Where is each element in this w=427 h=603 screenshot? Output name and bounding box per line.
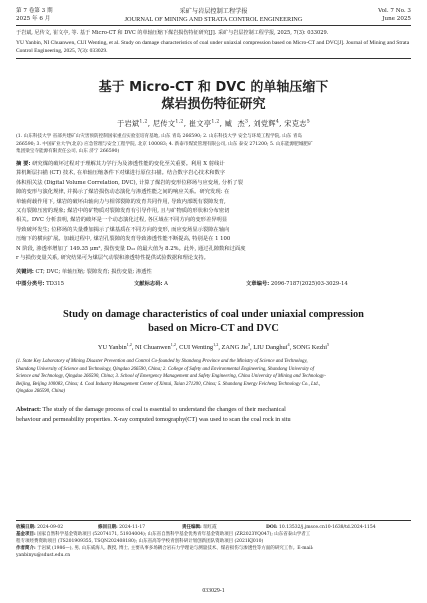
- abstract-cn-line: [16, 235, 411, 244]
- abstract-en-label: Abstract:: [16, 406, 42, 413]
- abstract-cn-text: 相关。DVC 分析表明, 煤岩的破坏是一个动态演化过程, 各区域在不同方向的变形差异明显: [16, 217, 228, 224]
- footnotes: [16, 524, 411, 559]
- journal-name-en: JOURNAL OF MINING AND STRATA CONTROL ENGINEERING: [124, 16, 303, 23]
- abstract-cn-line: [16, 216, 411, 225]
- affiliation-en-line: Beijing, Beijing 100083, China; 4. Coal Industry Management Center of Xintai, Taian 271200, China; 5. Shandong Energy Feicheng Technology Co., Ltd.,: [16, 381, 321, 387]
- classification-row: [16, 280, 411, 289]
- doi-label: DOI:: [266, 525, 278, 530]
- revised-label: 修回日期:: [98, 525, 118, 530]
- abstract-cn-line: [16, 169, 411, 178]
- clc-label: 中图分类号:: [16, 281, 45, 287]
- abstract-cn-line: [16, 207, 411, 216]
- author-bio-row: [16, 545, 411, 552]
- abstract-cn-line: [16, 254, 411, 263]
- abstract-cn-text: 研究煤的破坏过程对于理解其力学行为及渗透性能的变化至关重要。利用 X 射线计: [32, 161, 225, 167]
- author-bio-label: 作者简介:: [16, 546, 36, 551]
- abstract-cn-line: [16, 226, 411, 235]
- editor-name: 瑞红霞: [203, 525, 217, 530]
- editor-label: 责任编辑:: [182, 525, 202, 530]
- abstract-en-line: The study of the damage process of coal is essential to understand the changes of their mechanical: [42, 406, 286, 413]
- abstract-cn-text: 压缩下的横向扩展。加载过程中, 煤岩孔裂隙的发育导致渗透性能不断提高, 特别是在 1 100: [16, 236, 231, 243]
- abstract-cn-text: 单轴荷载作用下, 煤岩的破坏由轴向力与相邻裂隙的发育共同作用, 导致内部既有裂隙发育,: [16, 198, 226, 205]
- abstract-cn-text: 算机断层扫描 (CT) 技术, 在单轴压缩条件下对煤进行原位扫描。结合数字岩心技术和数字: [16, 170, 226, 177]
- affiliations-cn: [16, 133, 411, 156]
- abstract-cn-line: [16, 245, 411, 254]
- abstract-cn-text: N 阶段, 渗透率增加了 149.35 μm², 损伤变量 D₁₂ 的最大值为 8.2%。此外, 通过孔隙数和过面度: [16, 245, 246, 252]
- header-rule: [16, 25, 411, 26]
- title-en-line1: Study on damage characteristics of coal under uniaxial compression: [63, 309, 364, 320]
- issue-cn: 第 7 卷第 3 期: [16, 8, 53, 14]
- author-bio-text: 于岩斌 (1986—), 男, 山东威海人, 教授, 博士, 主要从事多场耦合岩石力学理论与测量技术、煤岩损伤与渗透性等方面的研究工作。E-mail:: [37, 546, 314, 551]
- abstract-cn-body: [16, 160, 411, 263]
- abstract-cn-text: r 与损伤变量关系, 研究结果可为煤层气动裂和渗透特性提供试验数据和理论支持。: [16, 255, 209, 262]
- abstract-cn-line: [16, 188, 411, 197]
- footnote-rule: [16, 520, 411, 521]
- abstract-en-line: behaviour and permeability properties. X-ray computed tomography(CT) was used to scan the coal rock in situ: [16, 415, 291, 423]
- abstract-cn-text: 又有裂隙压密的现象; 煤岩中的矿物质对裂隙发育有引导作用, 且与矿物质的形状和分布密切: [16, 208, 230, 215]
- keywords-label: 关键词:: [16, 269, 34, 275]
- fund-text: 国家自然科学基金资助项目 (52074171, 51934004); 山东省自然科学基金优秀青年基金资助项目 (ZR2023YQ047); 山东省泰山学者工: [37, 532, 311, 537]
- doc-code-label: 文献标志码:: [134, 281, 163, 287]
- keywords-cn: [16, 268, 411, 277]
- title-en-line2: based on Micro-CT and DVC: [148, 323, 279, 334]
- footnote-dates-row: [16, 524, 411, 531]
- doi-value: 10.13532/j.jmsce.cn10-1638/td.2024-1154: [279, 525, 376, 530]
- citation-cn: 于岩斌, 尼传文, 崔文亭, 等. 基于 Micro-CT 和 DVC 的单轴压缩下煤岩损伤特征研究[J]. 采矿与岩层控制工程学报, 2025, 7(3): 033029.: [16, 30, 329, 36]
- citation-en: YU Yanbin, NI Chuanwen, CUI Wenting, et al. Study on damage characteristics of coal under uniaxial compression based on Micro-CT and DVC[J]. Journal of Mining and Strata Control Engineering, 2025, 7(3): 033029.: [16, 40, 410, 54]
- revised-date: 2024-11-17: [119, 525, 146, 530]
- title-cn-line1: 基于 Micro-CT 和 DVC 的单轴压缩下: [98, 80, 329, 95]
- affiliation-cn-line: (1. 山东科技大学 省部共建矿山灾害预防控制国家重点实验室培育基地, 山东 青岛 266590; 2. 山东科技大学 安全与环境工程学院, 山东 青岛: [16, 134, 303, 139]
- abstract-cn-line: [16, 160, 411, 169]
- clc-value: TD315: [46, 281, 65, 287]
- page-number: 033029-1: [202, 588, 225, 594]
- abstract-cn-label: 摘 要:: [16, 161, 31, 167]
- affiliation-en-line: Shandong University of Science and Technology, Qingdao 266590, China; 2. College of Safety and Environmental Engineering, Shandong University of: [16, 366, 314, 372]
- date-cn: 2025 年 6 月: [16, 16, 51, 22]
- doc-code-value: A: [164, 281, 168, 287]
- fund-row: [16, 531, 411, 538]
- volume-en: Vol. 7 No. 3: [378, 8, 411, 14]
- received-date: 2024-09-02: [37, 525, 64, 530]
- abstract-cn-line: [16, 179, 411, 188]
- citation-rule: [16, 58, 411, 59]
- received-label: 收稿日期:: [16, 525, 36, 530]
- journal-name-cn: 采矿与岩层控制工程学报: [179, 8, 248, 15]
- abstract-cn-text: 体积相关法 (Digital Volume Correlation, DVC), 计算了煤岩的变形位移场与应变场, 分析了裂: [16, 179, 243, 186]
- fund-row-cont: 程专项经费资助项目 (TS201909355, TSQN202408180); 山东省高等学校青创科研计划创新团队资助项目 (2021KJ010): [16, 539, 264, 544]
- authors-en: YU Yanbin$^{1,2}$, NI Chuanwen$^{1,2}$, CUI Wenting$^{1,2}$, ZANG Jie$^3$, LIU Danghui$^4$, SONG Kezhi$^5$: [97, 341, 330, 351]
- author-email: yanbinyu@sdust.edu.cn: [16, 553, 71, 558]
- abstract-cn-line: [16, 198, 411, 207]
- abstract-en: [16, 405, 411, 424]
- affiliation-en-line: (1. State Key Laboratory of Mining Disaster Prevention and Control Co-founded by Shandong Province and the Ministry of Science and Technology,: [16, 359, 308, 364]
- keywords-text: CT; DVC; 单轴压缩; 裂隙发育; 损伤变量; 渗透性: [35, 269, 152, 275]
- date-en: June 2025: [382, 16, 411, 22]
- authors-cn: 于岩斌$^{1,2}$, 尼传文$^{1,2}$, 崔文亭$^{1,2}$, 臧 杰$^3$, 刘党辉$^4$, 宋克志$^5$: [116, 119, 311, 128]
- article-no-value: 2096-7187(2025)03-3029-14: [270, 281, 348, 287]
- abstract-cn-text: 隙的变形与演化规律, 并揭示了煤岩损伤动态演化与渗透性能之间的响应关系。研究发现: 在: [16, 189, 230, 196]
- fund-label: 基金项目:: [16, 532, 36, 537]
- abstract-cn-text: 导致破坏发生; 位移场的失量叠加揭示了煤基质在不同方向的变形, 而应变场显示裂隙在轴向: [16, 226, 230, 233]
- article-no-label: 文章编号:: [246, 281, 270, 287]
- affiliation-cn-line: 266590; 3. 中国矿业大学(北京) 应急管理与安全工程学院, 北京 100083; 4. 新泰市煤炭管理有限公司, 山东 泰安 271200; 5. 山东能源肥城肥矿: [16, 141, 313, 147]
- affiliation-en-line: Science and Technology, Qingdao 266590, China; 3. School of Emergency Management and Safety Engineering, China University of Mining and Technology-: [16, 374, 326, 380]
- affiliation-en-line: Qingdao 266590, China): [16, 389, 66, 395]
- affiliation-cn-line: 集团梁宝寺能源有限责任公司, 山东 济宁 266590): [16, 149, 120, 155]
- affiliations-en: [16, 358, 411, 396]
- title-cn-line2: 煤岩损伤特征研究: [161, 97, 266, 112]
- abstract-cn: [16, 160, 411, 263]
